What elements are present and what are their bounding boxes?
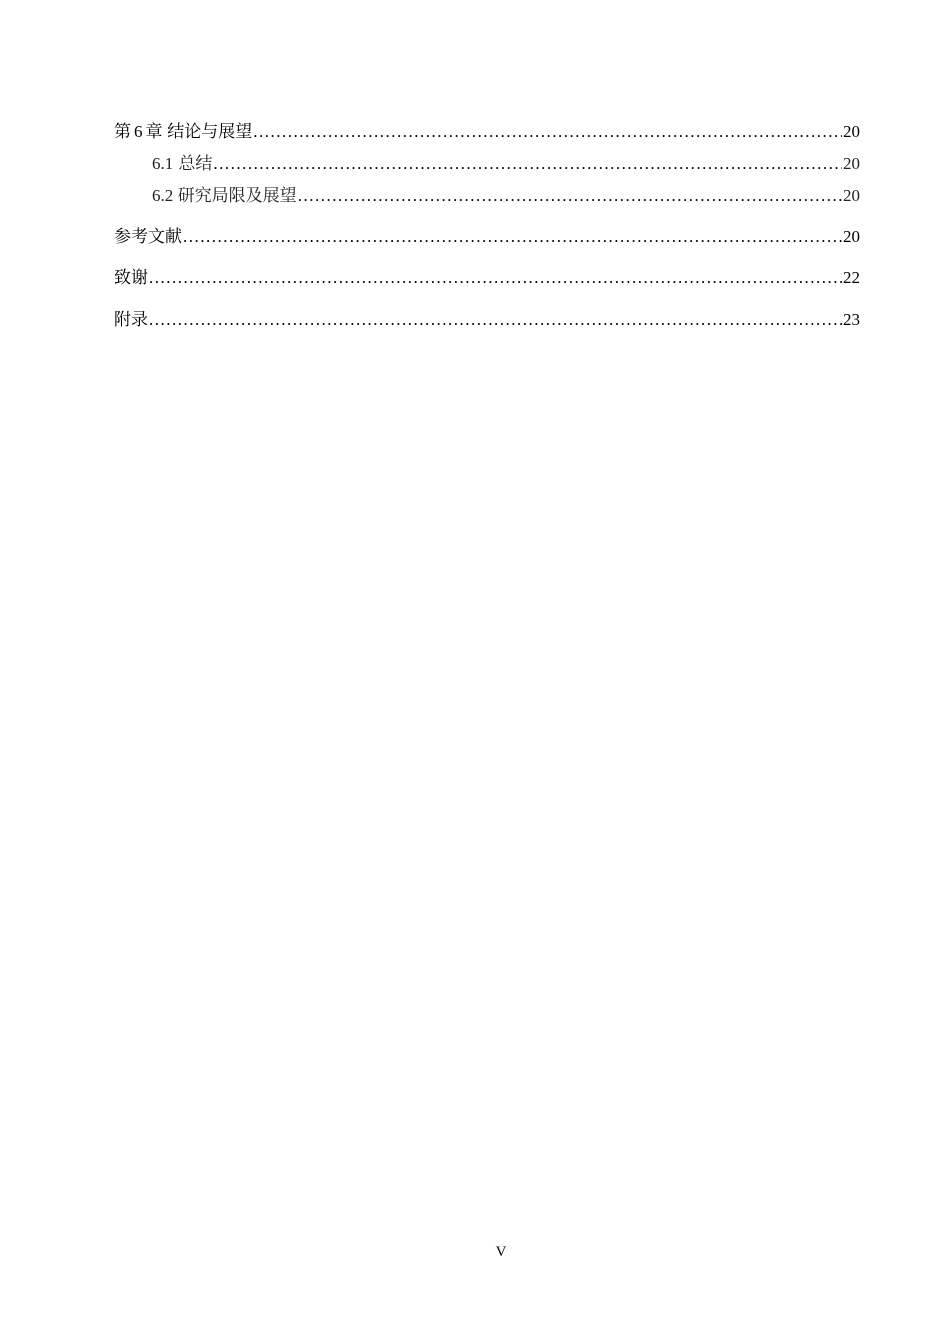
toc-entry-appendix[interactable] [114,308,860,332]
toc-entry-suffix: 章 [145,122,163,142]
toc-entry-number: 6.1 [152,154,174,173]
toc-entry-number: 6.2 [152,186,174,205]
toc-leader-dots [253,120,842,144]
toc-leader-dots [183,225,842,249]
toc-entry-page: 20 [843,122,860,141]
toc-entry-page: 23 [843,310,860,329]
toc-entry-section-6-2[interactable] [114,184,860,208]
toc-entry-title: 参考文献 [114,227,182,247]
toc-entry-section-6-1[interactable] [114,152,860,176]
toc-entry-acknowledgements[interactable] [114,266,860,290]
toc-entry-page: 20 [843,154,860,173]
toc-entry-title: 结论与展望 [167,122,253,142]
toc-entry-title: 附录 [114,310,148,330]
toc-leader-dots [149,308,842,332]
toc-leader-dots [213,152,842,176]
toc-entry-chapter-6[interactable] [114,120,860,144]
toc-entry-title: 研究局限及展望 [177,186,297,205]
toc-entry-references[interactable] [114,225,860,249]
toc-entry-page: 20 [843,186,860,205]
toc-entry-title: 总结 [178,154,213,173]
toc-entry-title: 致谢 [114,268,148,288]
toc-entry-prefix: 第 [114,122,131,142]
toc-entry-number: 6 [134,122,143,141]
page-number: V [495,1244,507,1260]
toc-entry-page: 22 [843,268,860,287]
toc-leader-dots [298,184,842,208]
toc-leader-dots [149,266,842,290]
toc-entry-page: 20 [843,227,860,246]
